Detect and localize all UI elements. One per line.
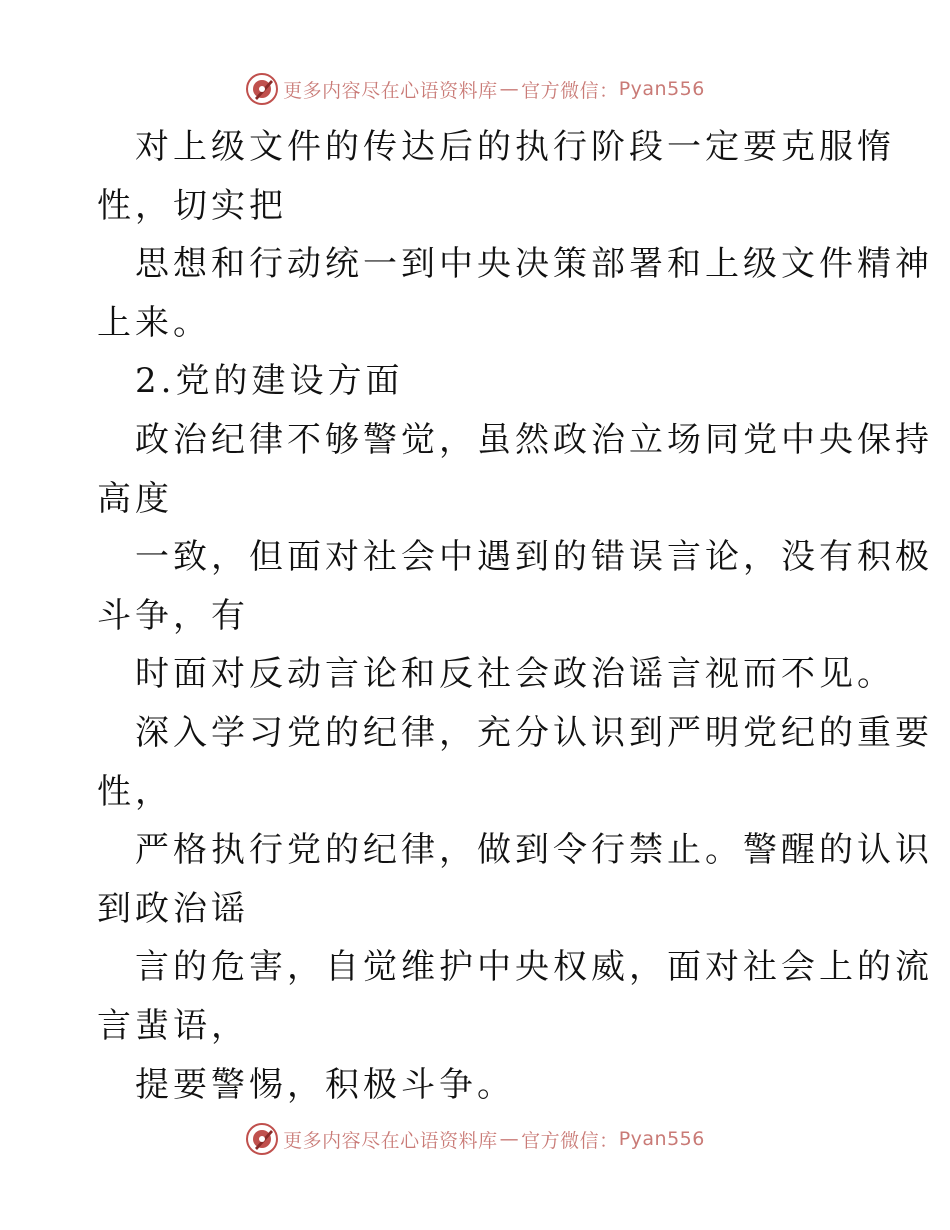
text-line: 言的危害，自觉维护中央权威，面对社会上的流: [135, 947, 933, 988]
watermark-dash: —: [499, 78, 520, 100]
text-line: 斗争，有: [97, 595, 249, 636]
text-line: 提要警惕，积极斗争。: [135, 1064, 515, 1105]
text-line: 高度: [97, 478, 173, 519]
pen-logo-icon: [245, 72, 279, 106]
watermark-wechat-label: 官方微信：: [521, 1129, 619, 1152]
pen-logo-icon: [245, 1122, 279, 1156]
footer-watermark: [0, 1122, 950, 1156]
document-body: [97, 118, 933, 1114]
text-line: 性，: [97, 771, 173, 812]
text-line: 政治纪律不够警觉，虽然政治立场同党中央保持: [135, 419, 933, 460]
watermark-dash: —: [499, 1128, 520, 1150]
text-line: 一致，但面对社会中遇到的错误言论，没有积极: [135, 537, 933, 578]
text-line: 性，切实把: [97, 185, 287, 226]
watermark-wechat-id: Pyan556: [618, 1128, 705, 1150]
watermark-wechat-id: Pyan556: [618, 78, 705, 100]
text-line: 到政治谣: [97, 888, 249, 929]
text-line: 时面对反动言论和反社会政治谣言视而不见。: [135, 654, 895, 695]
header-watermark: [0, 72, 950, 106]
text-line: 言蜚语，: [97, 1005, 249, 1046]
text-line: 严格执行党的纪律，做到令行禁止。警醒的认识: [135, 830, 933, 871]
watermark-text: 更多内容尽在心语资料库: [283, 79, 498, 102]
text-line: 2.党的建设方面: [135, 361, 404, 402]
watermark-text: 更多内容尽在心语资料库: [283, 1129, 498, 1152]
text-line: 思想和行动统一到中央决策部署和上级文件精神: [135, 244, 933, 285]
text-line: 深入学习党的纪律，充分认识到严明党纪的重要: [135, 712, 933, 753]
text-line: 对上级文件的传达后的执行阶段一定要克服惰: [135, 127, 895, 167]
watermark-wechat-label: 官方微信：: [521, 79, 619, 102]
text-line: 上来。: [97, 302, 211, 343]
